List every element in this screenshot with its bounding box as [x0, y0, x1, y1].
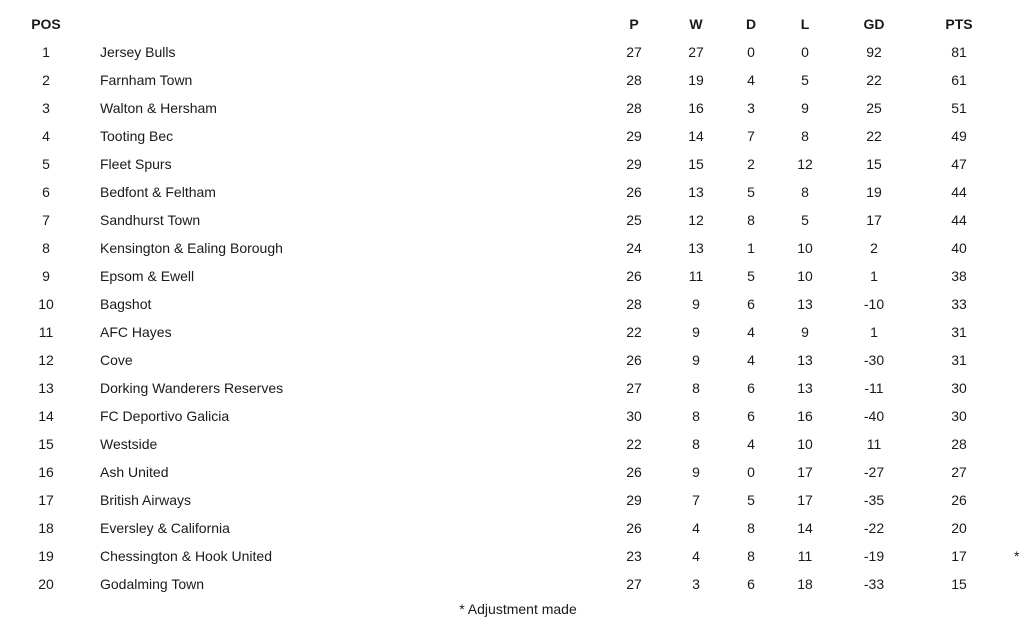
lost-cell: 11 [797, 548, 813, 564]
points-cell: 17 [951, 548, 967, 564]
won-cell: 4 [692, 520, 700, 536]
adjustment-marker [1014, 262, 1024, 290]
team-name-cell: Epsom & Ewell [100, 268, 195, 284]
drawn-cell: 0 [747, 44, 755, 60]
position-cell: 18 [38, 520, 54, 536]
drawn-cell: 8 [747, 212, 755, 228]
points-cell: 44 [951, 212, 967, 228]
position-cell: 13 [38, 380, 54, 396]
adjustment-marker [1014, 66, 1024, 94]
team-name-cell: Fleet Spurs [100, 156, 172, 172]
position-cell: 12 [38, 352, 54, 368]
drawn-cell: 6 [747, 296, 755, 312]
drawn-cell: 8 [747, 520, 755, 536]
played-cell: 27 [626, 576, 642, 592]
won-cell: 11 [688, 268, 704, 284]
position-cell: 16 [38, 464, 54, 480]
drawn-cell: 4 [747, 72, 755, 88]
table-row[interactable] [0, 206, 1024, 234]
lost-cell: 10 [797, 268, 813, 284]
played-cell: 30 [626, 408, 642, 424]
adjustment-marker [1014, 318, 1024, 346]
goal-difference-cell: -22 [863, 520, 885, 536]
lost-cell: 8 [801, 184, 809, 200]
header-goal-difference[interactable]: GD [863, 16, 885, 32]
table-row[interactable] [0, 430, 1024, 458]
table-header-row [0, 10, 1024, 38]
goal-difference-cell: 11 [866, 436, 882, 452]
table-row[interactable] [0, 38, 1024, 66]
adjustment-marker [1014, 402, 1024, 430]
lost-cell: 13 [797, 352, 813, 368]
table-row[interactable] [0, 542, 1024, 570]
adjustment-marker [1014, 430, 1024, 458]
played-cell: 27 [626, 380, 642, 396]
points-cell: 51 [951, 100, 967, 116]
goal-difference-cell: 22 [866, 128, 882, 144]
goal-difference-cell: -10 [863, 296, 885, 312]
team-name-cell: Bagshot [100, 296, 152, 312]
footnote: * Adjustment made [459, 601, 577, 617]
position-cell: 2 [42, 72, 50, 88]
drawn-cell: 3 [747, 100, 755, 116]
drawn-cell: 6 [747, 576, 755, 592]
table-row[interactable] [0, 570, 1024, 598]
adjustment-marker [1014, 290, 1024, 318]
won-cell: 7 [692, 492, 700, 508]
goal-difference-cell: 25 [866, 100, 882, 116]
played-cell: 22 [626, 324, 642, 340]
played-cell: 26 [626, 464, 642, 480]
won-cell: 8 [692, 408, 700, 424]
points-cell: 31 [951, 324, 967, 340]
header-lost[interactable]: L [800, 16, 810, 32]
won-cell: 8 [692, 436, 700, 452]
points-cell: 26 [951, 492, 967, 508]
adjustment-marker [1014, 234, 1024, 262]
drawn-cell: 1 [747, 240, 755, 256]
goal-difference-cell: -11 [864, 380, 884, 396]
goal-difference-cell: -35 [863, 492, 885, 508]
goal-difference-cell: 1 [870, 268, 878, 284]
drawn-cell: 2 [747, 156, 755, 172]
position-cell: 20 [38, 576, 54, 592]
played-cell: 28 [626, 100, 642, 116]
table-row[interactable] [0, 262, 1024, 290]
goal-difference-cell: 92 [866, 44, 882, 60]
played-cell: 28 [626, 72, 642, 88]
adjustment-marker [1014, 150, 1024, 178]
position-cell: 14 [38, 408, 54, 424]
goal-difference-cell: -30 [863, 352, 885, 368]
goal-difference-cell: -33 [863, 576, 885, 592]
table-row[interactable] [0, 150, 1024, 178]
lost-cell: 5 [801, 72, 809, 88]
table-row[interactable] [0, 318, 1024, 346]
position-cell: 5 [42, 156, 50, 172]
adjustment-marker [1014, 570, 1024, 598]
played-cell: 25 [626, 212, 642, 228]
drawn-cell: 5 [747, 268, 755, 284]
team-name-cell: Kensington & Ealing Borough [100, 240, 283, 256]
team-name-cell: AFC Hayes [100, 324, 172, 340]
table-row[interactable] [0, 402, 1024, 430]
goal-difference-cell: -40 [863, 408, 885, 424]
played-cell: 23 [626, 548, 642, 564]
position-cell: 11 [38, 324, 54, 340]
drawn-cell: 4 [747, 352, 755, 368]
table-row[interactable] [0, 486, 1024, 514]
table-row[interactable] [0, 514, 1024, 542]
position-cell: 4 [42, 128, 50, 144]
lost-cell: 10 [797, 240, 813, 256]
position-cell: 15 [38, 436, 54, 452]
points-cell: 61 [951, 72, 967, 88]
points-cell: 30 [951, 380, 967, 396]
played-cell: 29 [626, 128, 642, 144]
played-cell: 26 [626, 352, 642, 368]
won-cell: 14 [688, 128, 704, 144]
lost-cell: 13 [797, 296, 813, 312]
drawn-cell: 0 [747, 464, 755, 480]
points-cell: 20 [951, 520, 967, 536]
table-row[interactable] [0, 94, 1024, 122]
adjustment-marker [1014, 374, 1024, 402]
drawn-cell: 5 [747, 184, 755, 200]
won-cell: 19 [688, 72, 704, 88]
position-cell: 10 [38, 296, 54, 312]
table-row[interactable] [0, 346, 1024, 374]
team-name-cell: Westside [100, 436, 158, 452]
played-cell: 27 [626, 44, 642, 60]
position-cell: 8 [42, 240, 50, 256]
won-cell: 8 [692, 380, 700, 396]
won-cell: 9 [692, 352, 700, 368]
header-points[interactable]: PTS [945, 16, 973, 32]
team-name-cell: Cove [100, 352, 133, 368]
position-cell: 1 [42, 44, 50, 60]
goal-difference-cell: 15 [866, 156, 882, 172]
drawn-cell: 4 [747, 436, 755, 452]
team-name-cell: FC Deportivo Galicia [100, 408, 230, 424]
team-name-cell: British Airways [100, 492, 192, 508]
team-name-cell: Walton & Hersham [100, 100, 217, 116]
header-won[interactable]: W [689, 16, 703, 32]
played-cell: 28 [626, 296, 642, 312]
lost-cell: 12 [797, 156, 813, 172]
played-cell: 26 [626, 520, 642, 536]
played-cell: 22 [626, 436, 642, 452]
goal-difference-cell: 1 [870, 324, 878, 340]
won-cell: 13 [688, 184, 704, 200]
adjustment-marker [1014, 458, 1024, 486]
points-cell: 44 [951, 184, 967, 200]
table-row[interactable] [0, 458, 1024, 486]
position-cell: 19 [38, 548, 54, 564]
header-pos[interactable]: POS [31, 16, 61, 32]
position-cell: 3 [42, 100, 50, 116]
points-cell: 81 [951, 44, 967, 60]
team-name-cell: Godalming Town [100, 576, 205, 592]
table-row[interactable] [0, 234, 1024, 262]
points-cell: 27 [951, 464, 967, 480]
points-cell: 28 [951, 436, 967, 452]
points-cell: 40 [951, 240, 967, 256]
drawn-cell: 4 [747, 324, 755, 340]
drawn-cell: 7 [747, 128, 755, 144]
goal-difference-cell: 19 [866, 184, 882, 200]
position-cell: 6 [42, 184, 50, 200]
table-row[interactable] [0, 178, 1024, 206]
table-row[interactable] [0, 122, 1024, 150]
won-cell: 9 [692, 324, 700, 340]
lost-cell: 0 [801, 44, 809, 60]
header-drawn[interactable]: D [745, 16, 757, 32]
team-name-cell: Jersey Bulls [100, 44, 176, 60]
adjustment-marker [1014, 514, 1024, 542]
team-name-cell: Tooting Bec [100, 128, 174, 144]
goal-difference-cell: -27 [863, 464, 885, 480]
lost-cell: 17 [797, 464, 813, 480]
table-row[interactable] [0, 374, 1024, 402]
lost-cell: 9 [801, 100, 809, 116]
points-cell: 31 [951, 352, 967, 368]
drawn-cell: 6 [747, 380, 755, 396]
lost-cell: 18 [797, 576, 813, 592]
points-cell: 33 [951, 296, 967, 312]
lost-cell: 8 [801, 128, 809, 144]
points-cell: 30 [951, 408, 967, 424]
lost-cell: 17 [797, 492, 813, 508]
adjustment-marker [1014, 346, 1024, 374]
header-played[interactable]: P [629, 16, 639, 32]
played-cell: 26 [626, 184, 642, 200]
goal-difference-cell: -19 [863, 548, 885, 564]
lost-cell: 9 [801, 324, 809, 340]
played-cell: 29 [626, 492, 642, 508]
drawn-cell: 5 [747, 492, 755, 508]
played-cell: 24 [626, 240, 642, 256]
adjustment-marker [1014, 178, 1024, 206]
position-cell: 9 [42, 268, 50, 284]
adjustment-marker [1014, 206, 1024, 234]
won-cell: 3 [692, 576, 700, 592]
adjustment-marker [1014, 38, 1024, 66]
lost-cell: 5 [801, 212, 809, 228]
team-name-cell: Eversley & California [100, 520, 230, 536]
header-team [100, 10, 580, 38]
team-name-cell: Chessington & Hook United [100, 548, 272, 564]
table-row[interactable] [0, 290, 1024, 318]
won-cell: 27 [688, 44, 704, 60]
adjustment-marker [1014, 94, 1024, 122]
points-cell: 49 [951, 128, 967, 144]
points-cell: 38 [951, 268, 967, 284]
adjustment-marker: * [1014, 548, 1020, 564]
team-name-cell: Dorking Wanderers Reserves [100, 380, 284, 396]
team-name-cell: Bedfont & Feltham [100, 184, 216, 200]
adjustment-marker [1014, 486, 1024, 514]
position-cell: 7 [42, 212, 50, 228]
lost-cell: 16 [797, 408, 813, 424]
drawn-cell: 8 [747, 548, 755, 564]
lost-cell: 10 [797, 436, 813, 452]
lost-cell: 14 [797, 520, 813, 536]
points-cell: 15 [951, 576, 967, 592]
adjustment-marker [1014, 122, 1024, 150]
goal-difference-cell: 22 [866, 72, 882, 88]
played-cell: 26 [626, 268, 642, 284]
goal-difference-cell: 2 [870, 240, 878, 256]
won-cell: 15 [688, 156, 704, 172]
won-cell: 16 [688, 100, 704, 116]
won-cell: 9 [692, 296, 700, 312]
won-cell: 12 [688, 212, 704, 228]
drawn-cell: 6 [747, 408, 755, 424]
table-row[interactable] [0, 66, 1024, 94]
lost-cell: 13 [797, 380, 813, 396]
won-cell: 9 [692, 464, 700, 480]
team-name-cell: Ash United [100, 464, 169, 480]
won-cell: 13 [688, 240, 704, 256]
team-name-cell: Farnham Town [100, 72, 193, 88]
team-name-cell: Sandhurst Town [100, 212, 201, 228]
points-cell: 47 [951, 156, 967, 172]
position-cell: 17 [38, 492, 54, 508]
league-table [0, 10, 1024, 598]
won-cell: 4 [692, 548, 700, 564]
played-cell: 29 [626, 156, 642, 172]
goal-difference-cell: 17 [866, 212, 882, 228]
